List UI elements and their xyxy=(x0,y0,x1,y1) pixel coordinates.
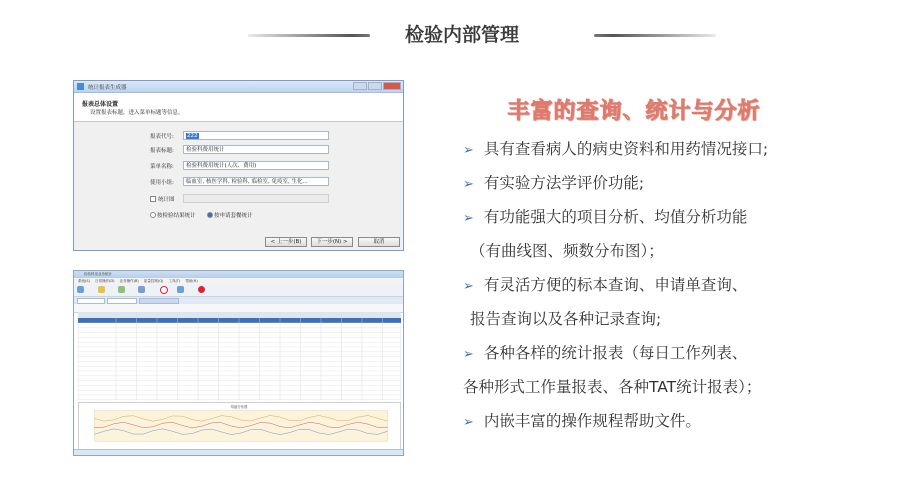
bullet-text: 有灵活方便的标本查询、申请单查询、 xyxy=(483,276,748,294)
bullet-text: 具有查看病人的病史资料和用药情况接口; xyxy=(483,140,769,158)
maximize-icon[interactable] xyxy=(368,82,382,90)
stats-window-title: 检验科室业务统计 xyxy=(74,271,403,278)
arrow-right-icon: ➢ xyxy=(463,143,474,158)
chart-title: 均值分布图 xyxy=(230,404,248,409)
title-divider-left xyxy=(248,34,370,37)
chart-type-select[interactable] xyxy=(183,194,329,203)
dialog-titlebar xyxy=(74,81,403,93)
minimize-icon[interactable] xyxy=(353,82,367,90)
stats-tab[interactable] xyxy=(77,298,105,304)
exit-icon[interactable] xyxy=(198,286,205,293)
stats-tab[interactable] xyxy=(107,298,137,304)
bullet-text: 各种各样的统计报表（每日工作列表、 xyxy=(483,344,748,362)
radio-by-result[interactable] xyxy=(150,212,156,218)
bullet-continuation: 报告查询以及各种记录查询; xyxy=(470,310,662,328)
bullet-text: 内嵌丰富的操作规程帮助文件。 xyxy=(483,412,701,430)
stats-data-grid xyxy=(78,312,401,400)
report-title-input[interactable]: 检验科费用统计 xyxy=(183,145,329,154)
field-label-code: 报表代号: xyxy=(150,134,174,140)
field-label-menu: 菜单名称: xyxy=(150,164,174,170)
dialog-header-title: 报表总体设置 xyxy=(82,101,119,108)
stop-icon[interactable] xyxy=(160,286,168,294)
group-select[interactable]: 临血室, 核医学科, 检验科, 临检室, 免疫室, 生化... xyxy=(183,177,329,186)
arrow-right-icon: ➢ xyxy=(463,211,474,226)
close-icon[interactable] xyxy=(383,82,401,90)
stats-menu-bar: 系统(S) 日常操作(D) 业务操作(B) 质量控制(Q) 工具(T) 帮助(H) xyxy=(74,278,403,284)
report-code-input[interactable]: 222 xyxy=(183,131,329,140)
radio-by-request[interactable] xyxy=(207,212,213,218)
bullet-item xyxy=(463,137,768,159)
statistics-window-screenshot xyxy=(73,270,404,456)
toolbar-icon[interactable] xyxy=(138,286,145,293)
dialog-header xyxy=(74,93,403,122)
toolbar-icon[interactable] xyxy=(77,286,84,293)
chart-checkbox[interactable] xyxy=(150,196,156,202)
bullet-item xyxy=(463,205,747,227)
stats-toolbar xyxy=(74,284,403,297)
app-icon xyxy=(77,83,84,90)
toolbar-icon[interactable] xyxy=(177,286,184,293)
title-divider-right xyxy=(594,34,716,37)
field-label-group: 使用小组: xyxy=(150,180,174,186)
field-label-title: 报表标题: xyxy=(150,148,174,154)
radio-by-request-label: 按申请套餐统计 xyxy=(214,213,253,219)
bullet-item xyxy=(463,273,747,295)
toolbar-icon[interactable] xyxy=(98,286,105,293)
stats-status-bar xyxy=(74,449,403,455)
arrow-right-icon: ➢ xyxy=(463,279,474,294)
bullet-text: 有实验方法学评价功能; xyxy=(483,174,645,192)
dialog-header-desc: 设置报表标题，进入菜单标题等信息。 xyxy=(90,110,184,116)
section-subtitle: 丰富的查询、统计与分析 xyxy=(507,99,761,124)
prev-button[interactable]: < 上一步(B) xyxy=(265,237,307,247)
arrow-right-icon: ➢ xyxy=(463,177,474,192)
bullet-continuation: （有曲线图、频数分布图）； xyxy=(470,242,664,260)
bullet-text: 有功能强大的项目分析、均值分析功能 xyxy=(483,208,748,226)
stats-tabs xyxy=(74,297,403,304)
bullet-continuation: 各种形式工作量报表、各种TAT统计报表）； xyxy=(463,378,762,396)
toolbar-icon[interactable] xyxy=(118,286,125,293)
bullet-item xyxy=(463,171,644,193)
menu-name-input[interactable]: 检验科费用统计(人次、费用) xyxy=(183,161,329,170)
arrow-right-icon: ➢ xyxy=(463,347,474,362)
cancel-button[interactable]: 取消 xyxy=(358,237,400,247)
arrow-right-icon: ➢ xyxy=(463,415,474,430)
chart-option-label: 统计图 xyxy=(158,197,175,203)
next-button[interactable]: 下一步(N) > xyxy=(311,237,353,247)
bullet-item xyxy=(463,341,747,363)
page-title: 检验内部管理 xyxy=(404,24,519,46)
report-generator-screenshot xyxy=(73,80,404,251)
mean-distribution-chart xyxy=(78,402,401,450)
stats-tab-active[interactable] xyxy=(139,298,179,304)
radio-by-result-label: 按检验结果统计 xyxy=(157,213,196,219)
bullet-item xyxy=(463,409,701,431)
dialog-window-title: 统计报表生成器 xyxy=(88,85,127,91)
